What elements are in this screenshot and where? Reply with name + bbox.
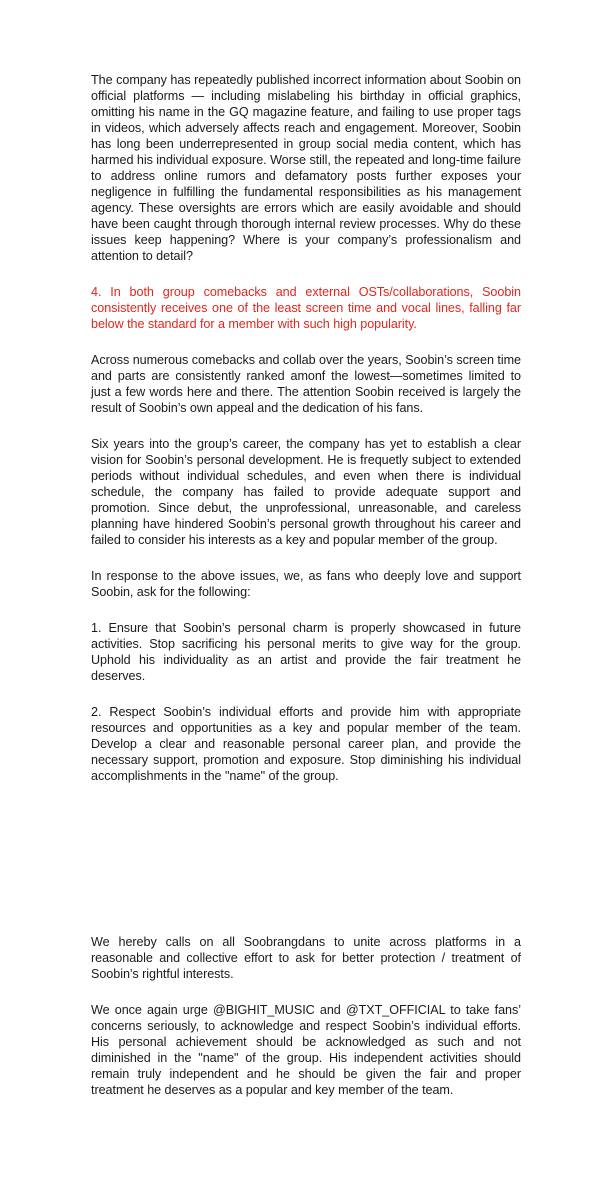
body-text-bottom: [91, 934, 521, 1118]
paragraph-company-errors: The company has repeatedly published incorrect information about Soobin on official platforms — including mislabeling his birthday in official graphics, omitting his name in the GQ magazine feature, and failing to use proper tags in videos, which adversely affects reach and engagement. Moreover, Soobin has long been underrepresented in group social media content, which has harmed his individual exposure. Worse still, the repeated and long-time failure to address online rumors and defamatory posts further exposes your negligence in fulfilling the fundamental responsibilities as his management agency. These oversights are errors which are easily avoidable and should have been caught through thorough internal review processes. Why do these issues keep happening? Where is your company’s professionalism and attention to detail?: [91, 73, 521, 263]
paragraph-request-2: 2. Respect Soobin’s individual efforts and provide him with appropriate resources and opportunities as a key and popular member of the team. Develop a clear and reasonable personal career plan, and provide the necessary support, promotion and exposure. Stop diminishing his individual accomplishments in the "name" of the group.: [91, 705, 521, 783]
paragraph-screen-time: Across numerous comebacks and collab over the years, Soobin’s screen time and parts are consistently ranked amonf the lowest—sometimes limited to just a few words here and there. The attention Soobin received is largely the result of Soobin’s own appeal and the dedication of his fans.: [91, 353, 521, 415]
body-text-top: [91, 72, 521, 804]
paragraph-request-1: 1. Ensure that Soobin’s personal charm is properly showcased in future activities. Stop sacrificing his personal merits to give way for the group. Uphold his individuality as an artist and provide the fair treatment he deserves.: [91, 621, 521, 683]
paragraph-point-4-heading: 4. In both group comebacks and external OSTs/collaborations, Soobin consistently receives one of the least screen time and vocal lines, falling far below the standard for a member with such high popularity.: [91, 285, 521, 331]
paragraph-urge-companies: We once again urge @BIGHIT_MUSIC and @TXT_OFFICIAL to take fans’ concerns seriously, to acknowledge and respect Soobin’s individual efforts. His personal achievement should be acknowledged as such and not diminished in the "name" of the group. His independent activities should remain truly independent and he should be given the fair and proper treatment he deserves as a popular and key member of the team.: [91, 1003, 521, 1097]
paragraph-call-to-unite: We hereby calls on all Soobrangdans to unite across platforms in a reasonable and collective effort to ask for better protection / treatment of Soobin’s rightful interests.: [91, 935, 521, 981]
paragraph-career-vision: Six years into the group’s career, the company has yet to establish a clear vision for Soobin’s personal development. He is frequetly subject to extended periods without individual schedules, and even when there is individual schedule, the company has failed to provide adequate support and promotion. Since debut, the unprofessional, unreasonable, and careless planning have hindered Soobin’s personal growth throughout his career and failed to consider his interests as a key and popular member of the group.: [91, 437, 521, 547]
paragraph-requests-intro: In response to the above issues, we, as fans who deeply love and support Soobin, ask for the following:: [91, 569, 521, 599]
